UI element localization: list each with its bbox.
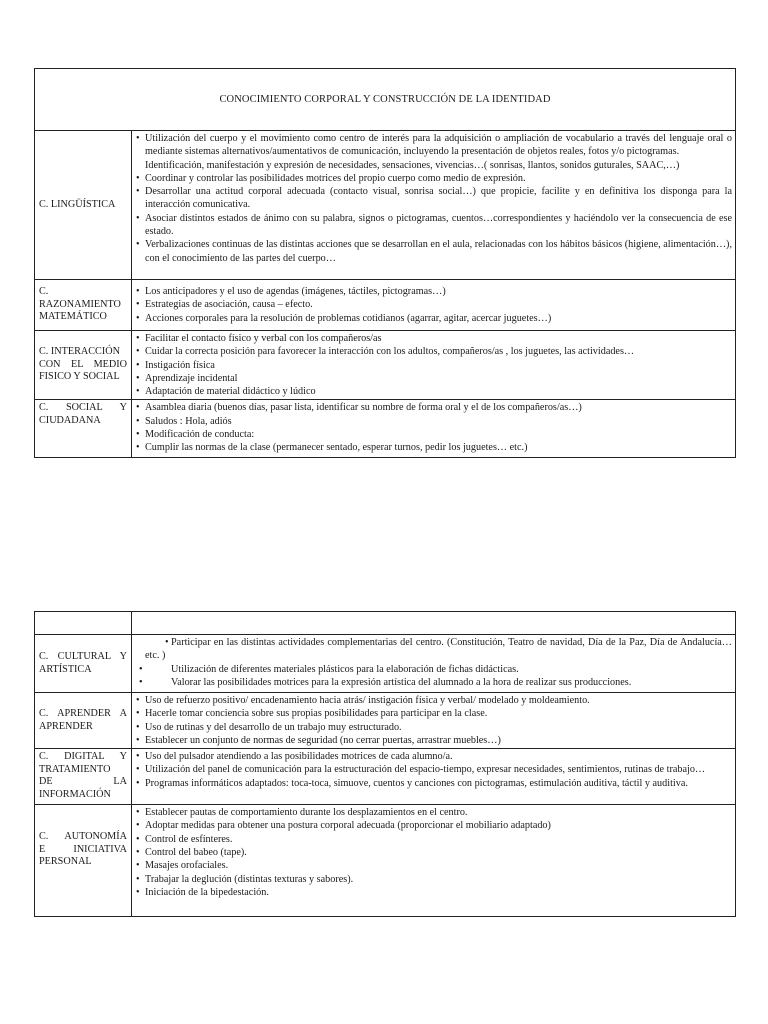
row-label-line: PERSONAL	[39, 856, 92, 868]
row-label-line: FISICO Y SOCIAL	[39, 371, 120, 383]
list-item: • Los anticipadores y el uso de agendas (imágenes, táctiles, pictogramas…)	[135, 285, 732, 298]
item-list	[135, 131, 732, 266]
list-item: • Desarrollar una actitud corporal adecuada (contacto visual, sonrisa social…) que propicie, facilite y en definitiva los disponga para la interacción comunicativa.	[135, 185, 732, 212]
row-content-linguistica	[132, 131, 736, 280]
row-label-line: C. CULTURAL Y	[39, 651, 127, 662]
list-item: • Programas informáticos adaptados: toca-toca, simuove, cuentos y canciones con pictogramas, estimulación auditiva, táctil y auditiva.	[135, 777, 732, 790]
list-item: • Utilización del cuerpo y el movimiento como centro de interés para la adquisición o ampliación de vocabulario a través del lenguaje oral o mediante sistemas alternativos/aumentativos de comunicación, incluyendo la presentación de objetos reales, fotos y/o pictogramas. Identificación, manifestación y expresión de necesidades, sensaciones, vivencias…( sonrisas, llantos, sonidos guturales, SAAC,…)	[135, 132, 732, 172]
row-content-social	[132, 400, 736, 458]
competencies-table-header-row	[35, 612, 736, 635]
list-item: • Adaptación de material didáctico y lúdico	[135, 385, 732, 398]
list-item: • Trabajar la deglución (distintas texturas y sabores).	[135, 873, 732, 886]
table-row	[35, 749, 736, 805]
row-label-line: C. APRENDER A	[39, 708, 127, 720]
list-item: • Establecer un conjunto de normas de seguridad (no cerrar puertas, arrastrar muebles…)	[135, 734, 732, 747]
table-row	[35, 280, 736, 331]
row-content-razonamiento	[132, 280, 736, 331]
table-row	[35, 400, 736, 458]
table-row	[35, 331, 736, 400]
row-label-line: C. AUTONOMÍA	[39, 831, 127, 843]
list-item: • Acciones corporales para la resolución de problemas cotidianos (agarrar, agitar, acercar juguetes…)	[135, 312, 732, 325]
list-item: • Hacerle tomar conciencia sobre sus propias posibilidades para participar en la clase.	[135, 707, 732, 720]
item-list	[135, 331, 732, 399]
row-label-digital	[35, 749, 132, 805]
list-item: • Verbalizaciones continuas de las distintas acciones que se desarrollan en el aula, relacionadas con los hábitos básicos (higiene, alimentación…), con el conocimiento de las partes del cuerpo…	[135, 238, 732, 265]
table-row	[35, 131, 736, 280]
list-item: • Iniciación de la bipedestación.	[135, 886, 732, 899]
row-label-line: E INICIATIVA	[39, 843, 127, 855]
row-label-line: ARTÍSTICA	[39, 663, 92, 675]
list-item: • Utilización de diferentes materiales plásticos para la elaboración de fichas didácticas.	[135, 663, 732, 676]
row-label-line: APRENDER	[39, 720, 93, 732]
row-label-line: INFORMACIÓN	[39, 788, 111, 800]
item-list	[135, 805, 732, 900]
row-label-line: C. SOCIAL Y	[39, 402, 127, 414]
list-item: • Modificación de conducta:	[135, 428, 732, 441]
item-list	[135, 400, 732, 455]
list-item: • Participar en las distintas actividades complementarias del centro. (Constitución, Teatro de navidad, Día de la Paz, Día de Andalucía… etc. )	[135, 636, 732, 663]
list-item: • Asamblea diaria (buenos días, pasar lista, identificar su nombre de forma oral y el de los compañeros/as…)	[135, 401, 732, 414]
row-label-interaccion	[35, 331, 132, 400]
row-label-line: C.	[39, 286, 49, 298]
row-label-social	[35, 400, 132, 458]
row-content-aprender	[132, 693, 736, 749]
item-list	[135, 693, 732, 748]
table-row	[35, 693, 736, 749]
table-row	[35, 805, 736, 917]
list-item: • Control del babeo (tape).	[135, 846, 732, 859]
row-content-cultural	[132, 635, 736, 693]
identity-table-title: CONOCIMIENTO CORPORAL Y CONSTRUCCIÓN DE LA IDENTIDAD	[35, 69, 736, 131]
list-item: • Adoptar medidas para obtener una postura corporal adecuada (proporcionar el mobiliario adaptado)	[135, 819, 732, 832]
list-item: • Asociar distintos estados de ánimo con su palabra, signos o pictogramas, cuentos…correspondientes y haciéndolo ver la consecuencia de ese estado.	[135, 212, 732, 239]
list-item-extra-line: Identificación, manifestación y expresión de necesidades, sensaciones, vivencias…( sonrisas, llantos, sonidos guturales, SAAC,…)	[145, 159, 680, 171]
row-label-line: MATEMÁTICO	[39, 311, 107, 323]
identity-table-title-row	[35, 69, 736, 131]
row-label-line: RAZONAMIENTO	[39, 298, 121, 310]
list-item: • Establecer pautas de comportamiento durante los desplazamientos en el centro.	[135, 806, 732, 819]
item-list	[135, 749, 732, 791]
list-item: • Uso del pulsador atendiendo a las posibilidades motrices de cada alumno/a.	[135, 750, 732, 763]
list-item: • Cuidar la correcta posición para favorecer la interacción con los adultos, compañeros/as , los juguetes, las actividades…	[135, 345, 732, 358]
list-item: • Estrategias de asociación, causa – efecto.	[135, 298, 732, 311]
list-item: • Instigación física	[135, 359, 732, 372]
list-item: • Coordinar y controlar las posibilidades motrices del propio cuerpo como medio de expresión.	[135, 172, 732, 185]
row-content-digital	[132, 749, 736, 805]
empty-header-cell	[132, 612, 736, 635]
list-item: • Facilitar el contacto físico y verbal con los compañeros/as	[135, 332, 732, 345]
row-label-line: CON EL MEDIO	[39, 358, 127, 370]
row-label-razonamiento	[35, 280, 132, 331]
list-item: • Cumplir las normas de la clase (permanecer sentado, esperar turnos, pedir los juguetes… etc.)	[135, 441, 732, 454]
list-item: • Aprendizaje incidental	[135, 372, 732, 385]
list-item: • Utilización del panel de comunicación para la estructuración del espacio-tiempo, expresar necesidades, sentimientos, rutinas de trabajo…	[135, 763, 732, 776]
competencies-table	[34, 611, 736, 917]
row-label-aprender	[35, 693, 132, 749]
item-list	[135, 635, 732, 690]
item-list	[135, 284, 732, 326]
list-item: • Uso de rutinas y del desarrollo de un trabajo muy estructurado.	[135, 721, 732, 734]
table-row	[35, 635, 736, 693]
list-item: • Masajes orofaciales.	[135, 859, 732, 872]
row-content-autonomia	[132, 805, 736, 917]
row-label-cultural	[35, 635, 132, 693]
list-item: • Uso de refuerzo positivo/ encadenamiento hacia atrás/ instigación física y verbal/ modelado y moldeamiento.	[135, 694, 732, 707]
row-label-autonomia	[35, 805, 132, 917]
list-item: • Saludos : Hola, adiós	[135, 415, 732, 428]
row-content-interaccion	[132, 331, 736, 400]
row-label-line: CIUDADANA	[39, 414, 101, 426]
row-label-line: DE LA	[39, 776, 127, 788]
row-label-linguistica	[35, 131, 132, 280]
row-label-line: C. LINGÜÍSTICA	[39, 198, 116, 210]
list-item: • Control de esfínteres.	[135, 833, 732, 846]
empty-header-cell	[35, 612, 132, 635]
row-label-line: TRATAMIENTO	[39, 763, 111, 775]
identity-table	[34, 68, 736, 458]
row-label-line: C. DIGITAL Y	[39, 751, 127, 763]
list-item: • Valorar las posibilidades motrices para la expresión artística del alumnado a la hora de realizar sus producciones.	[135, 676, 732, 689]
row-label-line: C. INTERACCIÓN	[39, 346, 120, 358]
